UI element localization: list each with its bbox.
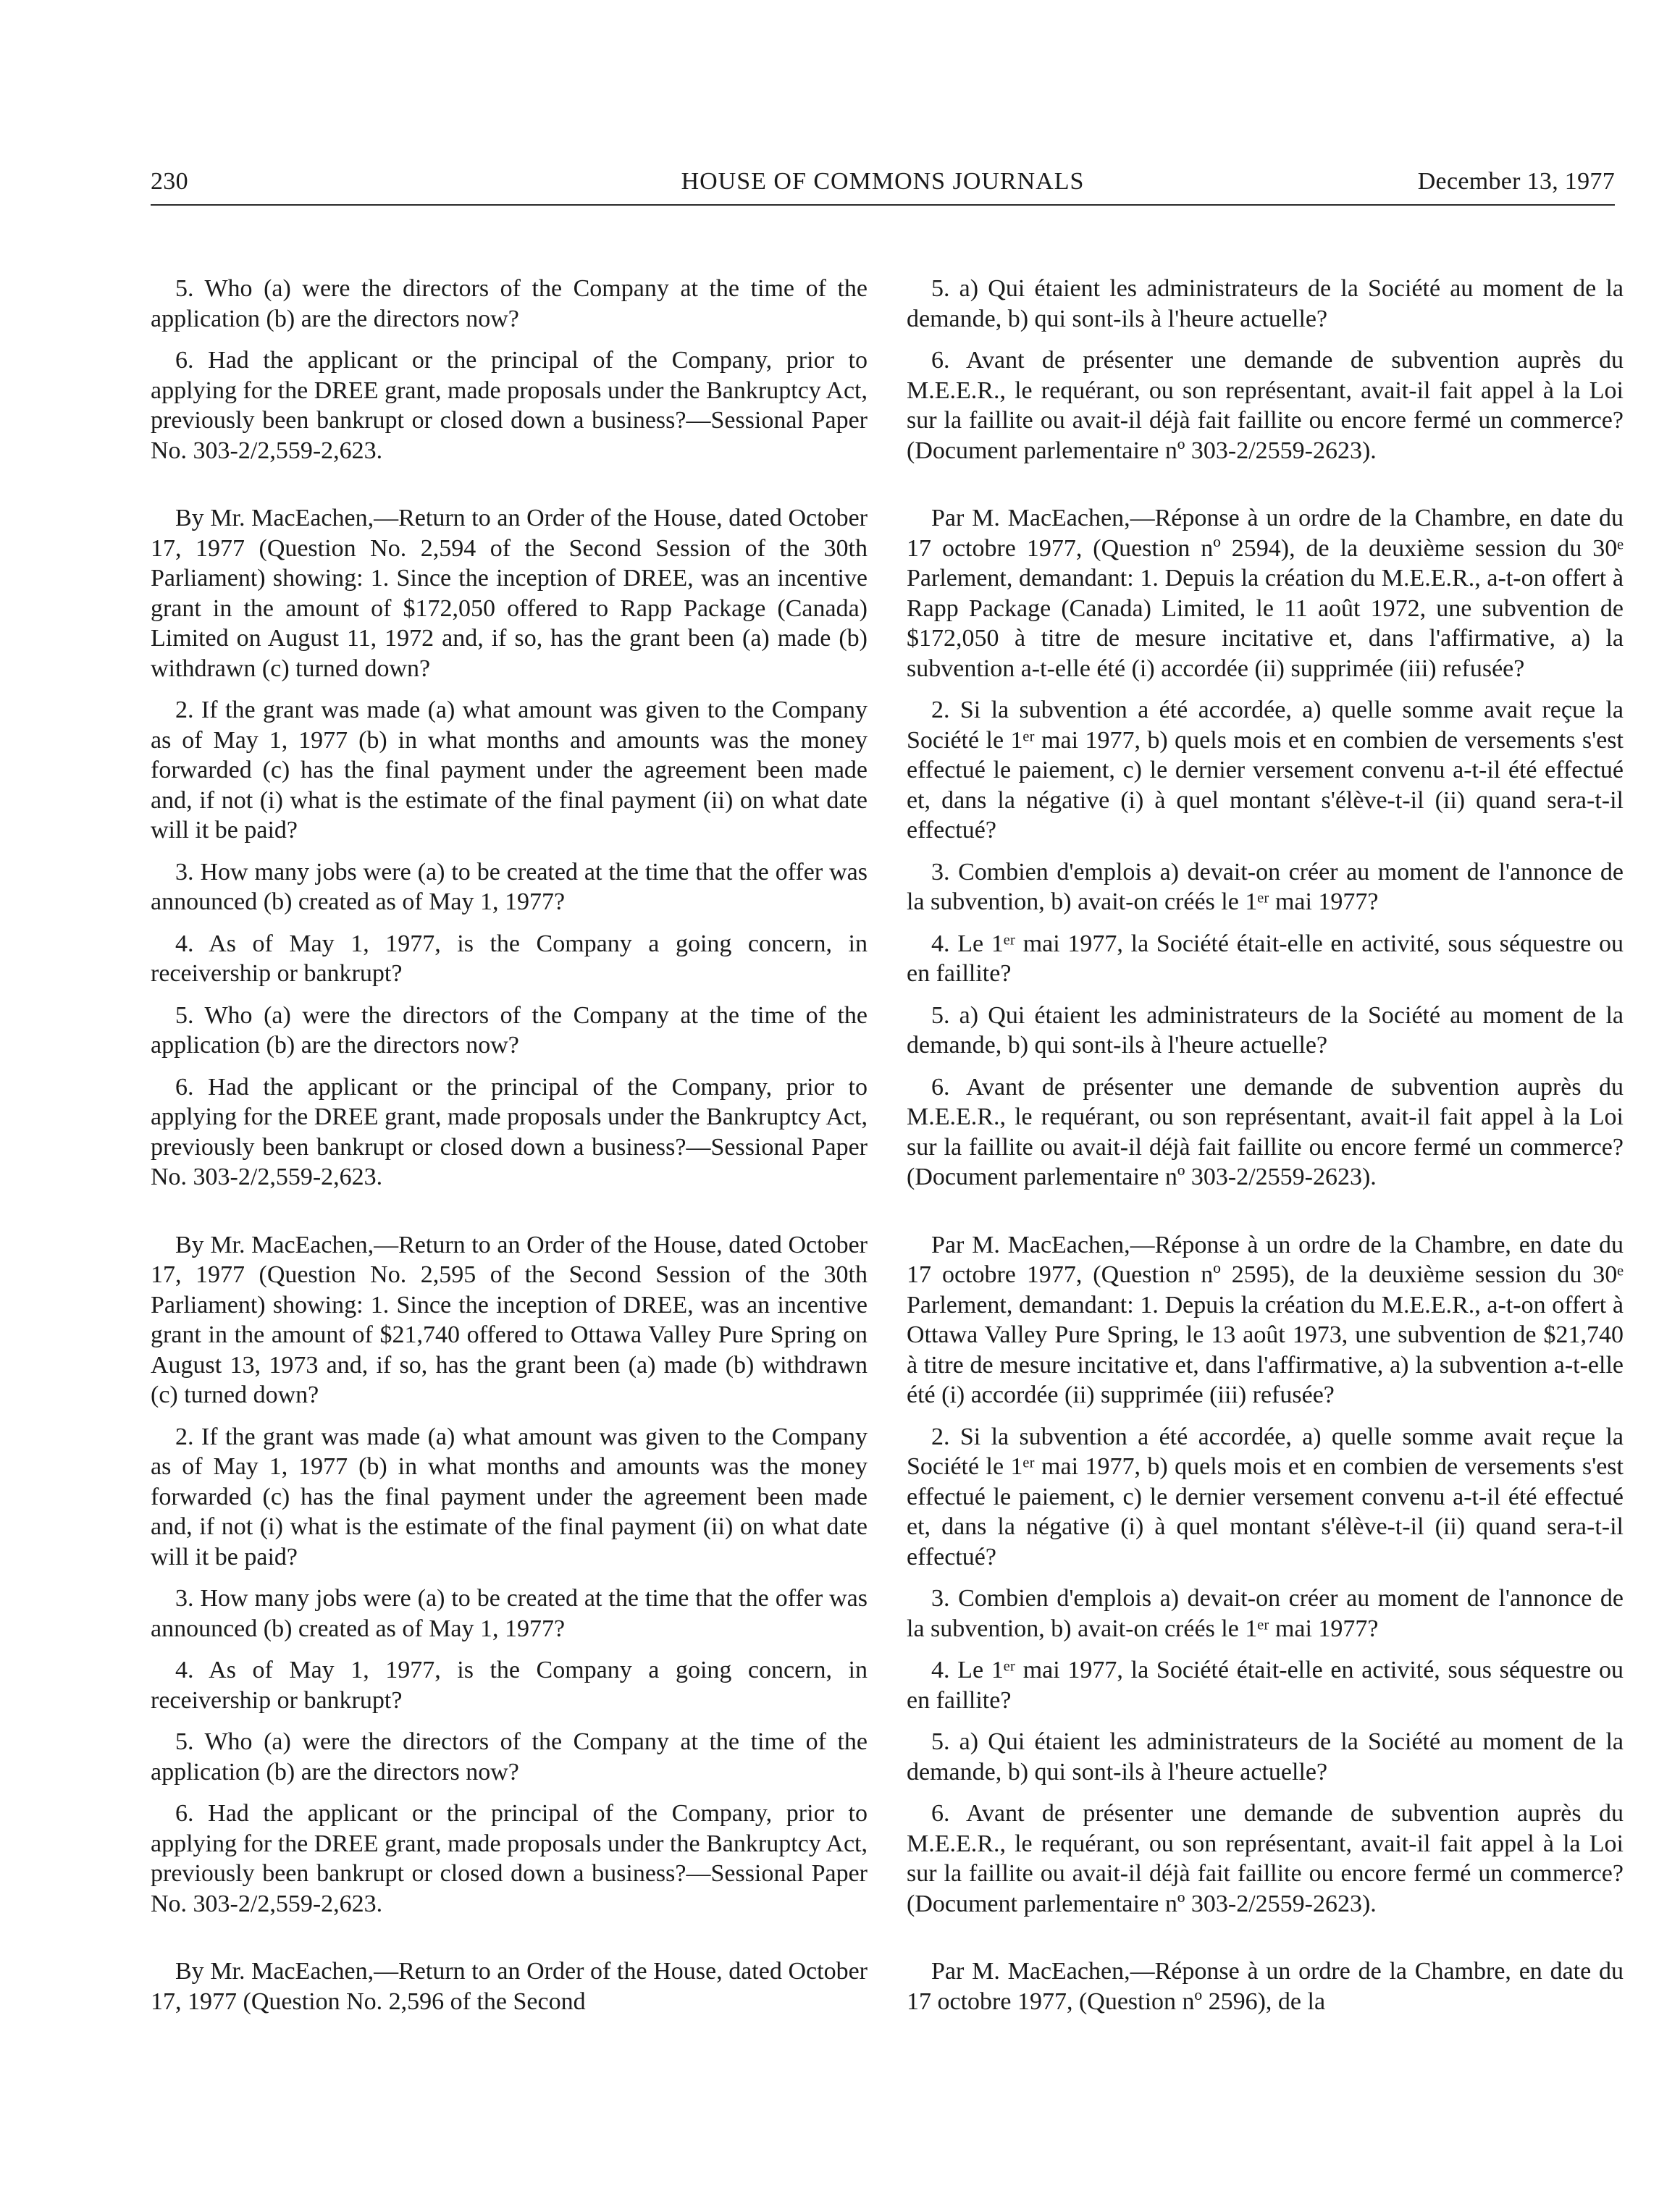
paragraph: 5. Who (a) were the directors of the Company at the time of the application (b) are the directors now?	[151, 1728, 868, 1786]
paragraph: 2. If the grant was made (a) what amount was given to the Company as of May 1, 1977 (b) in what months and amounts was the money forwarded (c) has the final payment under the agreement been made and, if not (i) what is the estimate of the final payment (ii) on what date will it be paid?	[151, 1423, 868, 1570]
page-header	[151, 168, 1615, 204]
paragraph: By Mr. MacEachen,—Return to an Order of the House, dated October 17, 1977 (Question No. 2,595 of the Second Session of the 30th Parliament) showing: 1. Since the inception of DREE, was an incentive grant in the amount of $21,740 offered to Ottawa Valley Pure Spring on August 13, 1973 and, if so, has the grant been (a) made (b) withdrawn (c) turned down?	[151, 1231, 868, 1408]
header-rule	[151, 204, 1615, 206]
paragraph: Par M. MacEachen,—Réponse à un ordre de la Chambre, en date du 17 octobre 1977, (Question nº 2595), de la deuxième session du 30ᵉ Parlement, demandant: 1. Depuis la création du M.E.E.R., a-t-on offert à Ottawa Valley Pure Spring, le 13 août 1973, une subvention de $21,740 à titre de mesure incitative et, dans l'affirmative, a) la subvention a-t-elle été (i) accordée (ii) supprimée (iii) refusée?	[907, 1231, 1624, 1408]
paragraph: 4. As of May 1, 1977, is the Company a going concern, in receivership or bankrupt?	[151, 930, 868, 987]
paragraph: 5. a) Qui étaient les administrateurs de la Société au moment de la demande, b) qui sont-ils à l'heure actuelle?	[907, 275, 1624, 332]
paragraph: 6. Had the applicant or the principal of the Company, prior to applying for the DREE grant, made proposals under the Bankruptcy Act, previously been bankrupt or closed down a business?—Sessional Paper No. 303-2/2,559-2,623.	[151, 347, 868, 464]
paragraph: Par M. MacEachen,—Réponse à un ordre de la Chambre, en date du 17 octobre 1977, (Question nº 2596), de la	[907, 1958, 1624, 2015]
paragraph: 5. Who (a) were the directors of the Company at the time of the application (b) are the directors now?	[151, 1001, 868, 1059]
paragraph: 5. a) Qui étaient les administrateurs de la Société au moment de la demande, b) qui sont-ils à l'heure actuelle?	[907, 1728, 1624, 1786]
paragraph: 4. Le 1ᵉʳ mai 1977, la Société était-elle en activité, sous séquestre ou en faillite?	[907, 930, 1624, 987]
paragraph: By Mr. MacEachen,—Return to an Order of the House, dated October 17, 1977 (Question No. 2,596 of the Second	[151, 1958, 868, 2015]
journal-title: HOUSE OF COMMONS JOURNALS	[681, 168, 1085, 195]
paragraph: 4. As of May 1, 1977, is the Company a going concern, in receivership or bankrupt?	[151, 1657, 868, 1714]
page-number: 230	[151, 168, 188, 195]
paragraph: 6. Had the applicant or the principal of the Company, prior to applying for the DREE grant, made proposals under the Bankruptcy Act, previously been bankrupt or closed down a business?—Sessional Paper No. 303-2/2,559-2,623.	[151, 1800, 868, 1917]
paragraph: 3. Combien d'emplois a) devait-on créer au moment de l'annonce de la subvention, b) avait-on créés le 1ᵉʳ mai 1977?	[907, 1585, 1624, 1642]
paragraph: 2. If the grant was made (a) what amount was given to the Company as of May 1, 1977 (b) in what months and amounts was the money forwarded (c) has the final payment under the agreement been made and, if not (i) what is the estimate of the final payment (ii) on what date will it be paid?	[151, 697, 868, 844]
paragraph: 3. Combien d'emplois a) devait-on créer au moment de l'annonce de la subvention, b) avait-on créés le 1ᵉʳ mai 1977?	[907, 858, 1624, 915]
paragraph: 2. Si la subvention a été accordée, a) quelle somme avait reçue la Société le 1ᵉʳ mai 1977, b) quels mois et en combien de versements s'est effectué le paiement, c) le dernier versement convenu a-t-il été effectué et, dans la négative (i) à quel montant s'élève-t-il (ii) quand sera-t-il effectué?	[907, 697, 1624, 844]
paragraph: Par M. MacEachen,—Réponse à un ordre de la Chambre, en date du 17 octobre 1977, (Question nº 2594), de la deuxième session du 30ᵉ Parlement, demandant: 1. Depuis la création du M.E.E.R., a-t-on offert à Rapp Package (Canada) Limited, le 11 août 1972, une subvention de $172,050 à titre de mesure incitative et, dans l'affirmative, a) la subvention a-t-elle été (i) accordée (ii) supprimée (iii) refusée?	[907, 505, 1624, 682]
english-column	[151, 274, 868, 2028]
paragraph: 5. a) Qui étaient les administrateurs de la Société au moment de la demande, b) qui sont-ils à l'heure actuelle?	[907, 1001, 1624, 1059]
paragraph: 6. Avant de présenter une demande de subvention auprès du M.E.E.R., le requérant, ou son représentant, avait-il fait appel à la Loi sur la faillite ou avait-il déjà fait faillite ou encore fermé un commerce? (Document parlementaire nº 303-2/2559-2623).	[907, 1800, 1624, 1917]
paragraph: By Mr. MacEachen,—Return to an Order of the House, dated October 17, 1977 (Question No. 2,594 of the Second Session of the 30th Parliament) showing: 1. Since the inception of DREE, was an incentive grant in the amount of $172,050 offered to Rapp Package (Canada) Limited on August 11, 1972 and, if so, has the grant been (a) made (b) withdrawn (c) turned down?	[151, 505, 868, 682]
paragraph: 2. Si la subvention a été accordée, a) quelle somme avait reçue la Société le 1ᵉʳ mai 1977, b) quels mois et en combien de versements s'est effectué le paiement, c) le dernier versement convenu a-t-il été effectué et, dans la négative (i) à quel montant s'élève-t-il (ii) quand sera-t-il effectué?	[907, 1423, 1624, 1570]
page-date: December 13, 1977	[1417, 168, 1615, 195]
paragraph: 6. Had the applicant or the principal of the Company, prior to applying for the DREE grant, made proposals under the Bankruptcy Act, previously been bankrupt or closed down a business?—Sessional Paper No. 303-2/2,559-2,623.	[151, 1073, 868, 1190]
paragraph: 6. Avant de présenter une demande de subvention auprès du M.E.E.R., le requérant, ou son représentant, avait-il fait appel à la Loi sur la faillite ou avait-il déjà fait faillite ou encore fermé un commerce? (Document parlementaire nº 303-2/2559-2623).	[907, 347, 1624, 464]
paragraph: 3. How many jobs were (a) to be created at the time that the offer was announced (b) created as of May 1, 1977?	[151, 1585, 868, 1642]
paragraph: 4. Le 1ᵉʳ mai 1977, la Société était-elle en activité, sous séquestre ou en faillite?	[907, 1657, 1624, 1714]
paragraph: 6. Avant de présenter une demande de subvention auprès du M.E.E.R., le requérant, ou son représentant, avait-il fait appel à la Loi sur la faillite ou avait-il déjà fait faillite ou encore fermé un commerce? (Document parlementaire nº 303-2/2559-2623).	[907, 1073, 1624, 1190]
paragraph: 5. Who (a) were the directors of the Company at the time of the application (b) are the directors now?	[151, 275, 868, 332]
paragraph: 3. How many jobs were (a) to be created at the time that the offer was announced (b) created as of May 1, 1977?	[151, 858, 868, 915]
french-column	[907, 274, 1624, 2028]
